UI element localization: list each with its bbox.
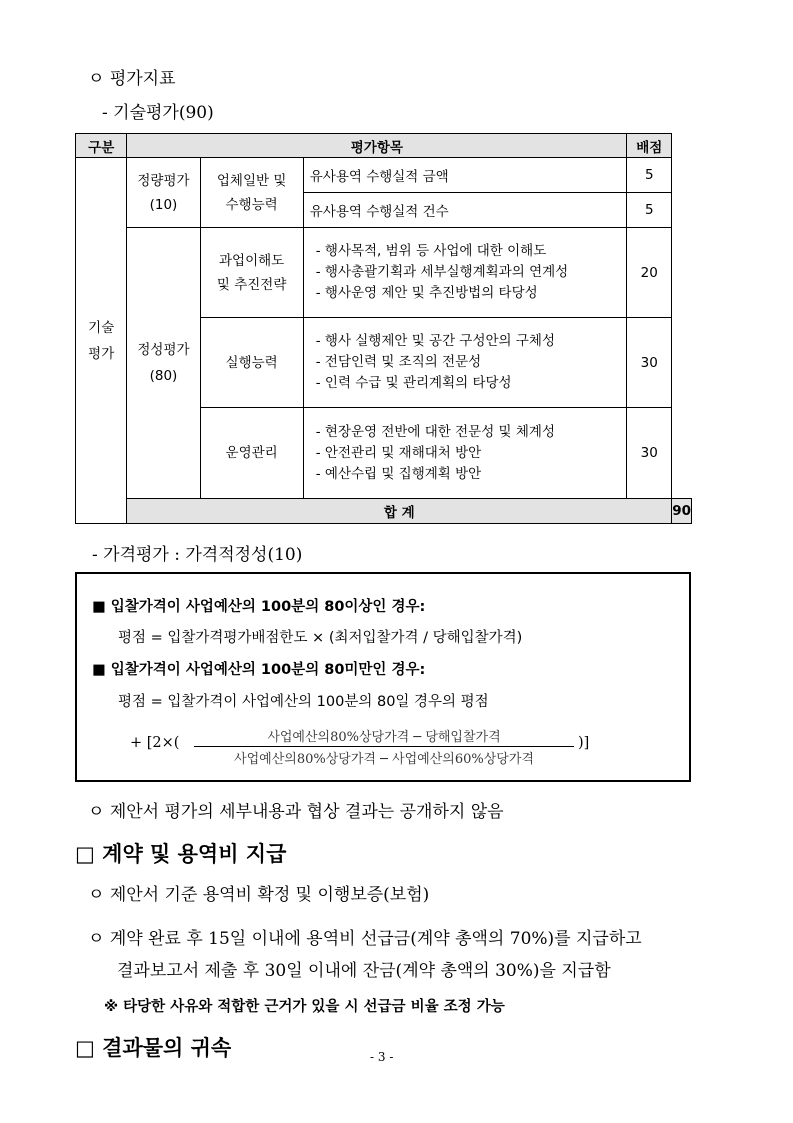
bullet-item: - 전담인력 및 조직의 전문성 xyxy=(315,354,482,370)
bullet-item: - 행사총괄기획과 세부실행계획과의 연계성 xyxy=(315,264,569,280)
qual-bullets xyxy=(303,318,627,408)
formula-fraction xyxy=(194,726,574,767)
qual-sub-label: 과업이해도 및 추진전략 xyxy=(200,228,303,318)
total-label: 합 계 xyxy=(127,499,672,524)
table-row xyxy=(76,228,692,318)
section-contract-heading: □ 계약 및 용역비 지급 xyxy=(75,842,287,866)
quant-sub-label: 업체일반 및 수행능력 xyxy=(200,158,303,228)
bullet-item: - 안전관리 및 재해대처 방안 xyxy=(315,444,482,461)
bullet-item: - 행사 실행제안 및 공간 구성안의 구체성 xyxy=(315,333,556,349)
contract-item-1: ㅇ 제안서 기준 용역비 확정 및 이행보증(보험) xyxy=(88,885,430,905)
section-results-heading: □ 결과물의 귀속 xyxy=(75,1036,232,1060)
qual-sub-label: 운영관리 xyxy=(200,408,303,499)
tech-eval-table xyxy=(75,133,692,524)
fraction-denominator: 사업예산의80%상당가격 ─ 사업예산의60%상당가격 xyxy=(234,752,534,767)
case1-title: ■ 입찰가격이 사업예산의 100분의 80이상인 경우: xyxy=(92,599,426,615)
disclosure-note: ㅇ 제안서 평가의 세부내용과 협상 결과는 공개하지 않음 xyxy=(88,802,504,822)
table-row xyxy=(76,158,692,193)
quant-label: 정량평가 (10) xyxy=(127,158,200,228)
bullet-item: - 행사목적, 범위 등 사업에 대한 이해도 xyxy=(315,243,547,259)
qual-bullets xyxy=(303,408,627,499)
formula-plus: + [2×( xyxy=(130,735,180,751)
case2-title: ■ 입찰가격이 사업예산의 100분의 80미만인 경우: xyxy=(92,662,426,678)
eval-indicator-heading: ㅇ 평가지표 xyxy=(88,69,176,89)
total-score: 90 xyxy=(672,499,692,524)
bullet-item: - 현장운영 전반에 대한 전문성 및 체계성 xyxy=(315,423,556,440)
header-score: 배점 xyxy=(627,134,672,158)
quant-item-score: 5 xyxy=(627,193,672,228)
bullet-item: - 인력 수급 및 관리계획의 타당성 xyxy=(315,375,512,391)
contract-item-2: ㅇ 계약 완료 후 15일 이내에 용역비 선급금(계약 총액의 70%)를 지급하고 xyxy=(88,929,642,949)
bullet-item: - 행사운영 제안 및 추진방법의 타당성 xyxy=(315,285,538,301)
qual-score: 30 xyxy=(627,408,672,499)
qual-score: 20 xyxy=(627,228,672,318)
fraction-numerator: 사업예산의80%상당가격 ─ 당해입찰가격 xyxy=(194,726,574,747)
case1-formula: 평점 = 입찰가격평가배점한도 × (최저입찰가격 / 당해입찰가격) xyxy=(118,630,523,646)
table-header-row xyxy=(76,134,692,158)
quant-item-text: 유사용역 수행실적 건수 xyxy=(303,193,627,228)
quant-item-score: 5 xyxy=(627,158,672,193)
bullet-item: - 예산수립 및 집행계획 방안 xyxy=(315,465,482,482)
contract-note: ※ 타당한 사유와 적합한 근거가 있을 시 선급금 비율 조정 가능 xyxy=(104,999,505,1015)
total-row xyxy=(76,499,692,524)
qual-score: 30 xyxy=(627,318,672,408)
page-number: - 3 - xyxy=(370,1050,394,1064)
price-eval-title: - 가격평가 : 가격적정성(10) xyxy=(92,545,303,565)
qual-label: 정성평가 (80) xyxy=(127,228,200,499)
qual-bullets xyxy=(303,228,627,318)
category-cell: 기술 평가 xyxy=(76,158,127,524)
tech-eval-title: - 기술평가(90) xyxy=(102,103,214,123)
formula-close: )] xyxy=(578,735,590,751)
contract-item-2-cont: 결과보고서 제출 후 30일 이내에 잔금(계약 총액의 30%)을 지급함 xyxy=(117,961,611,981)
quant-item-text: 유사용역 수행실적 금액 xyxy=(303,158,627,193)
case2-formula: 평점 = 입찰가격이 사업예산의 100분의 80일 경우의 평점 xyxy=(118,694,489,710)
header-category: 구분 xyxy=(76,134,127,158)
qual-sub-label: 실행능력 xyxy=(200,318,303,408)
header-items: 평가항목 xyxy=(127,134,627,158)
